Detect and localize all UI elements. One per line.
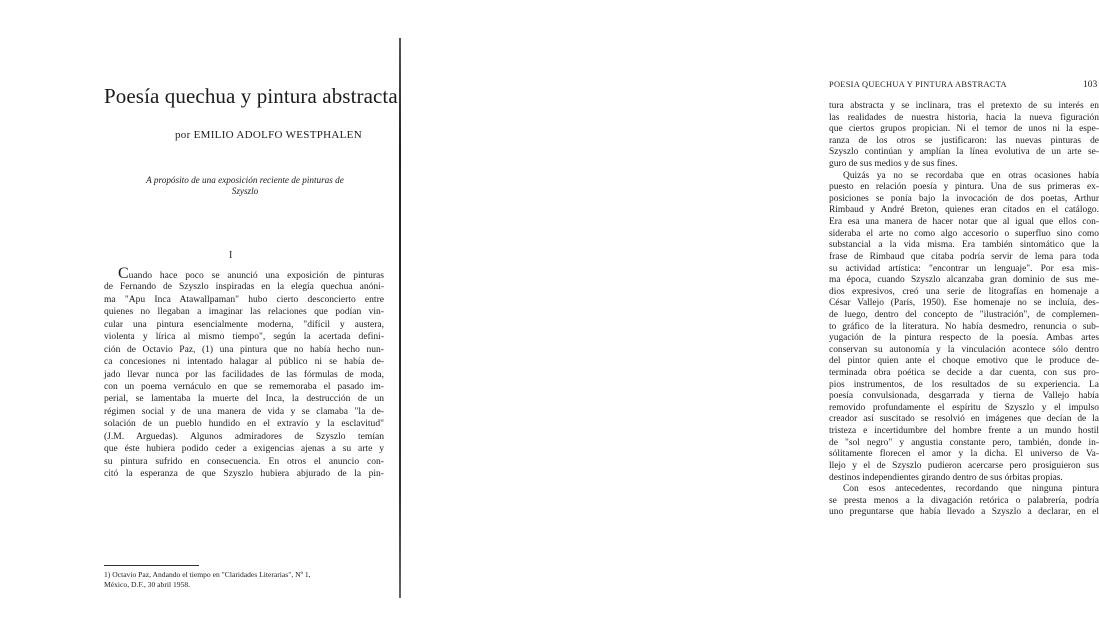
body-line: de luego, dentro del concepto de "ilustración", de complemen- [829,309,1099,320]
body-line: (J.M. Arguedas). Algunos admiradores de Szyszlo temían [104,430,384,442]
body-line: su actividad artística: "encontrar un lenguaje". Por esa mis- [829,263,1099,274]
body-line: Szyszlo continúan y amplían la línea evolutiva de un arte se- [829,147,1099,158]
footnote-line: 1) Octavio Paz, Andando el tiempo en "Claridades Literarias", Nº 1, [104,570,311,579]
subtitle-line: A propósito de una exposición reciente de pinturas de [146,175,344,185]
body-line: jado llevar nunca por las facilidades de las fórmulas de moda, [104,368,384,380]
body-line: dios expresivos, creó una serie de litografías en homenaje a [829,286,1099,297]
drop-cap: C [118,265,129,282]
body-line: ma época, cuando Szyszlo alcanzaba gran dominio de sus me- [829,275,1099,286]
body-line: de "sol negro" y angustia constante pero, también, donde in- [829,437,1099,448]
body-line: su pintura sufrido en consecuencia. En otros el anuncio con- [104,455,384,467]
page-number: 103 [1083,80,1098,90]
body-line: del pintor quien ante el choque emotivo que le produce de- [829,356,1099,367]
body-line: quienes no llegaban a imaginar las relaciones que podían vin- [104,306,384,318]
body-line: ma "Apu Inca Atawallpaman" hubo cierto desconcierto entre [104,293,384,305]
body-line: Cuando hace poco se anunció una exposición de pinturas [118,265,384,282]
body-line: destinos independientes girando dentro de sus órbitas propias. [829,472,1063,483]
article-author: por EMILIO ADOLFO WESTPHALEN [175,129,362,141]
body-line: solación de un pueblo hundido en el extravío y la esclavitud" [104,418,384,430]
body-line: sideraba el arte no como algo accesorio o superfluo sino como [829,228,1099,239]
body-line: César Vallejo (París, 1950). Ese homenaje no se incluía, des- [829,298,1099,309]
body-line: las realidades de nuestra historia, hacia la nueva figuración [829,112,1099,123]
footnote-line: México, D.F., 30 abril 1958. [104,580,191,589]
left-body-text [104,265,384,480]
footnote-rule [104,565,199,566]
left-page [0,0,400,618]
body-line: con un poema vernáculo en que se rememoraba el pasado im- [104,380,384,392]
body-line: cular una pintura esencialmente moderna, "difícil y austera, [104,318,384,330]
body-line: to gráfico de la literatura. No había desmedro, renuncia o sub- [829,321,1099,332]
body-line: se presta menos a la divagación retórica o palabrería, podría [829,495,1099,506]
body-line: posiciones se ponía bajo la invocación de dos poetas, Arthur [829,193,1099,204]
body-line: conservan su autonomía y la vinculación acontece sólo dentro [829,344,1099,355]
article-subtitle [120,175,370,198]
body-line: sólitamente florecen el amor y la dicha. El universo de Va- [829,449,1099,460]
body-line: perial, se lamentaba la muerte del Inca, la destrucción de un [104,393,384,405]
body-line: Quizás ya no se recordaba que en otras ocasiones había [843,170,1099,181]
running-head: POESIA QUECHUA Y PINTURA ABSTRACTA [829,80,1007,89]
body-line: llejo y el de Szyszlo pudieron acercarse pero prosiguieron sus [829,460,1099,471]
body-line: Con esos antecedentes, recordando que ninguna pintura [843,484,1099,495]
footnote [104,570,386,590]
page-gutter [399,38,401,598]
body-line: tura abstracta y se inclinara, tras el pretexto de su interés en [829,101,1099,111]
body-line: puesto en relación poesía y pintura. Una de sus primeras ex- [829,182,1099,193]
body-line: tristeza e incertidumbre del hombre frente a un mundo hostil [829,426,1099,437]
body-line: que ciertos grupos propician. Ni el temor de unos ni la espe- [829,124,1099,135]
body-line: Rimbaud y André Breton, quienes eran citados en el catálogo. [829,205,1099,216]
body-line: ca concesiones ni intentado halagar al público ni se había de- [104,356,384,368]
body-line: ranza de los otros se justificaron: las nuevas pinturas de [829,135,1099,146]
body-line: de Fernando de Szyszlo inspiradas en la elegía quechua anóni- [104,281,384,293]
body-line: uno preguntarse que había llevado a Szyszlo a declarar, en el [829,507,1099,518]
body-line: creador así suscitado se resolvió en imágenes que decían de la [829,414,1099,425]
right-body-text [829,101,1099,519]
body-line: poesía convulsionada, desgarrada y tierna de Vallejo había [829,391,1099,402]
body-line: violenta y lírica al mismo tiempo", según la acertada defini- [104,331,384,343]
body-line: que éste hubiera podido ceder a exigencias ajenas a su arte y [104,443,384,455]
body-line: ción de Octavio Paz, (1) una pintura que no había hecho nun- [104,343,384,355]
right-page [402,0,1099,618]
article-title: Poesía quechua y pintura abstracta [104,84,398,108]
body-line: Era esa una manera de hacer notar que al igual que ellos con- [829,217,1099,228]
body-line: guro de sus medios y de sus fines. [829,159,958,170]
subtitle-line: Szyszlo [231,186,259,197]
section-number: I [229,250,233,261]
body-line: removido profundamente el espíritu de Szyszlo y el impulso [829,402,1099,413]
body-line: citó la esperanza de que Szyszlo hubiera abjurado de la pin- [104,468,384,479]
body-line: substancial a la vida misma. Era también sintomático que la [829,240,1099,251]
body-line: régimen social y de una manera de vida y se clamaba "la de- [104,405,384,417]
body-line: terminada obra poética se decide a dar cuenta, con sus pro- [829,368,1099,379]
body-line: yugación de la pintura respecto de la poesía. Ambas artes [829,333,1099,344]
body-line: pios instrumentos, de los resultados de su experiencia. La [829,379,1099,390]
body-line: frase de Rimbaud que citaba podría servir de lema para toda [829,251,1099,262]
